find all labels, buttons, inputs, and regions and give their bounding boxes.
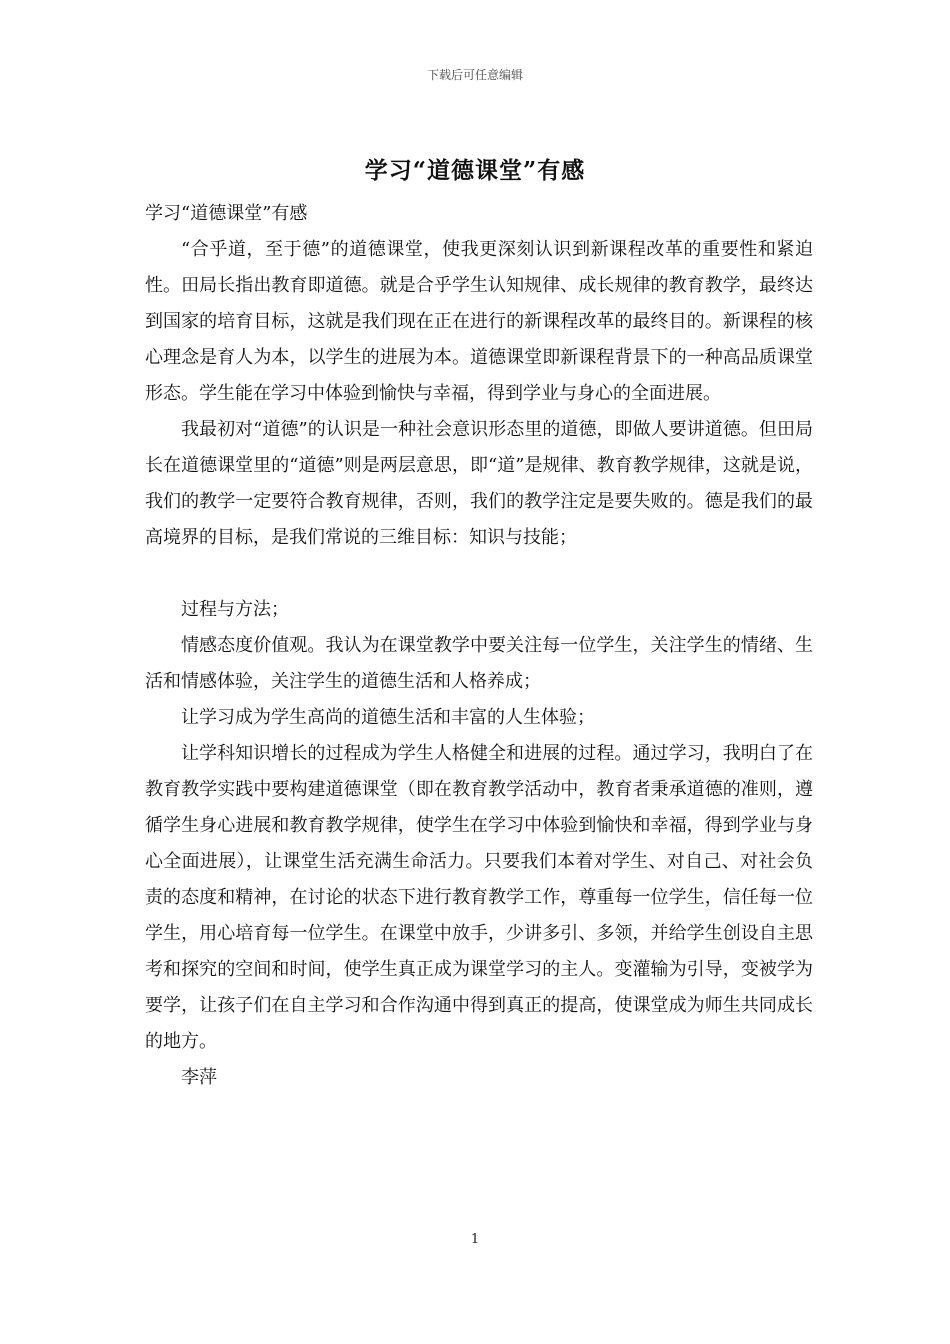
paragraph-3: 过程与方法； bbox=[181, 599, 289, 620]
paragraph-2: 我最初对“道德”的认识是一种社会意识形态里的道德，即做人要讲道德。但田局长在道德课堂里的“道德”则是两层意思，即“道”是规律、教育教学规律，这就是说，我们的教学一定要符合教育规律，否则，我们的教学注定是要失败的。德是我们的最高境界的目标，是我们常说的三维目标：知识与技能； bbox=[145, 419, 813, 548]
page-number: 1 bbox=[470, 1232, 480, 1247]
header-note: 下载后可任意编辑 bbox=[426, 68, 523, 82]
paragraph-1: “合乎道，至于德”的道德课堂，使我更深刻认识到新课程改革的重要性和紧迫性。田局长指出教育即道德。就是合乎学生认知规律、成长规律的教育教学，最终达到国家的培育目标，这就是我们现在正在进行的新课程改革的最终目的。新课程的核心理念是育人为本，以学生的进展为本。道德课堂即新课程背景下的一种高品质课堂形态。学生能在学习中体验到愉快与幸福，得到学业与身心的全面进展。 bbox=[145, 239, 813, 404]
document-body bbox=[145, 196, 813, 1096]
subtitle-line: 学习“道德课堂”有感 bbox=[145, 203, 308, 224]
paragraph-5: 让学习成为学生高尚的道德生活和丰富的人生体验； bbox=[181, 707, 595, 728]
paragraph-6: 让学科知识增长的过程成为学生人格健全和进展的过程。通过学习，我明白了在教育教学实践中要构建道德课堂（即在教育教学活动中，教育者秉承道德的准则，遵循学生身心进展和教育教学规律，使学生在学习中体验到愉快和幸福，得到学业与身心全面进展），让课堂生活充满生命活力。只要我们本着对学生、对自己、对社会负责的态度和精神，在讨论的状态下进行教育教学工作，尊重每一位学生，信任每一位学生，用心培育每一位学生。在课堂中放手，少讲多引、多领，并给学生创设自主思考和探究的空间和时间，使学生真正成为课堂学习的主人。变灌输为引导，变被学为要学，让孩子们在自主学习和合作沟通中得到真正的提高，使课堂成为师生共同成长的地方。 bbox=[145, 743, 813, 1052]
author-signature: 李萍 bbox=[181, 1067, 217, 1088]
document-title: 学习“道德课堂”有感 bbox=[364, 157, 586, 184]
paragraph-4: 情感态度价值观。我认为在课堂教学中要关注每一位学生，关注学生的情绪、生活和情感体验，关注学生的道德生活和人格养成； bbox=[145, 635, 813, 692]
